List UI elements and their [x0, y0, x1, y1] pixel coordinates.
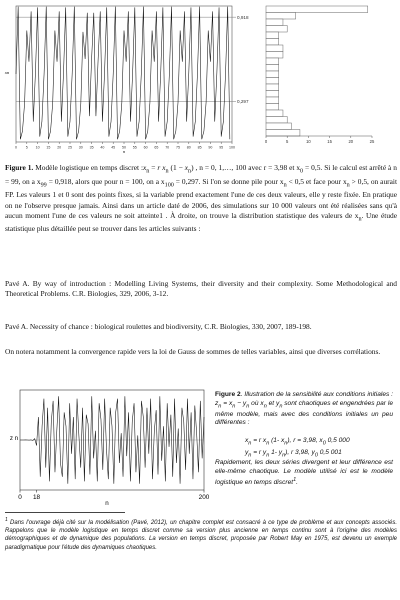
histogram-bar [266, 52, 283, 59]
x-tick-label: 0 [15, 145, 17, 150]
divergence-chart [6, 384, 211, 506]
x-tick-label: 40 [100, 145, 105, 150]
histogram-bar [266, 123, 291, 130]
histogram-bar [266, 104, 279, 111]
x-tick-label: 50 [122, 145, 126, 150]
histogram-bar [266, 45, 283, 52]
x-tick-label: 100 [229, 145, 235, 150]
x-tick-label: 10 [35, 145, 40, 150]
equation-x: $x_n = r$ $x_n$ (1- $x_n$), r = 3,98, $x_0$ 0,5 000 [245, 437, 350, 447]
histogram-bar [266, 39, 279, 46]
reference-2: Pavé A. Necessity of chance : biological roulettes and biodiversity, C.R. Biologies, 330, 2007, 189-198. [5, 322, 312, 331]
histogram-bar [266, 32, 279, 39]
convergence-paragraph: On notera notamment la convergence rapide vers la loi de Gauss de sommes de telles variables, ainsi que diverses corrélations. [5, 347, 381, 356]
x-tick-label: 75 [176, 145, 180, 150]
x-tick-label: 20 [57, 145, 62, 150]
x-tick-label: 70 [165, 145, 170, 150]
logistic-series-line [16, 7, 230, 140]
x-tick-label: 30 [78, 145, 83, 150]
x-tick-label: 20 [348, 139, 354, 144]
histogram-bar [266, 65, 279, 72]
x-tick-label: 5 [286, 139, 289, 144]
x-tick-label: 0 [18, 494, 22, 501]
histogram-bar [266, 78, 279, 85]
x-tick-label: 200 [198, 494, 210, 501]
x-axis-label: n [122, 149, 126, 154]
histogram-bar [266, 26, 287, 33]
x-axis-label: n [105, 500, 109, 507]
x-tick-label: 15 [46, 145, 51, 150]
x-tick-label: 0 [264, 139, 268, 144]
figure2-caption-continued: Rapidement, les deux séries divergent et leur différence est elle-même chaotique. Le modèle utilisé ici est le modèle logistique en temps discret$^1$. [215, 459, 393, 487]
x-tick-label: 90 [208, 145, 213, 150]
x-tick-label: 25 [369, 139, 375, 144]
histogram-bar [266, 13, 296, 20]
histogram-bar [266, 110, 283, 117]
histogram-bar [266, 130, 300, 137]
histogram-bar [266, 117, 287, 124]
value-distribution-histogram [262, 0, 396, 150]
histogram-bar [266, 84, 279, 91]
equation-y: $y_n = r$ $y_n$ 1- $y_n$), r 3,98, $y_0$ 0,5 001 [245, 449, 342, 459]
footnote: $^1$ Dans l'ouvrage déjà cité sur la modélisation (Pavé, 2012), un chapitre complet est consacré à ce type de problème et aux concepts associés. Rappelons que le modèle logistique en temps discret comme sa version plus ancienne en temps continu sont à l'origine des modèles démographiques et de dynamique des populations. La version en temps discret, proposée par Robert May en 1975, est devenu un exemple paradigmatique pour l'étude des dynamiques chaotiques. [5, 517, 397, 551]
x-tick-label: 18 [33, 494, 41, 501]
histogram-bar [266, 71, 279, 78]
histogram-bar [266, 97, 279, 104]
logistic-time-series-chart [0, 0, 262, 154]
x-tick-label: 80 [186, 145, 191, 150]
x-tick-label: 25 [68, 145, 72, 150]
x-tick-label: 60 [143, 145, 148, 150]
reference-1: Pavé A. By way of introduction : Modelling Living Systems, their diversity and their complexity. Some Methodological and Theoretical Problems. C.R. Biologies, 329, 2006, 3-12. [5, 279, 397, 299]
histogram-bar [266, 91, 279, 98]
histogram-bar [266, 6, 368, 13]
x-tick-label: 95 [219, 145, 224, 150]
x-tick-label: 85 [197, 145, 202, 150]
figure1-caption: Figure 1. Modèle logistique en temps discret $:x_n = r$ $x_n$ $(1 - x_n)$ , n = 0, 1,…, 100 avec r = 3,98 et $x_0 = 0,5$. Si le calcul est arrêté à n = 99, on a $x_{99} = 0,918$, alors que pour n = 100, on a $x_{100} = 0,297$. Si l'on se donne pile pour $x_n < 0,5$ et face pour $x_n > 0,5$, on aurait FP. Les valeurs 1 et 0 sont des points fixes, si la variable prend exactement l'une de ces deux valeurs, elle y reste fixée. En pratique on ne l'observe presque jamais. Ainsi dans un article daté de 2006, des simulations sur 10 000 valeurs ont été réalisées sans qu'à aucun moment l'une de ces valeurs ne soit atteinte1 . À droite, on trouve la distribution statistique des valeurs de $x_n$. Une étude statistique plus détaillée peut se trouver dans les articles suivants : [5, 163, 397, 234]
x-tick-label: 65 [154, 145, 159, 150]
x-tick-label: 35 [89, 145, 94, 150]
figure2-caption: Figure 2. Illustration de la sensibilité aux conditions initiales : $z_n = x_n - y_n$ où $x_n$ et $y_n$ sont chaotiques et engendrées par le même modèle, mais avec des conditions initiales un peu différentes : [215, 391, 393, 427]
footnote-separator [5, 512, 125, 513]
x-tick-label: 5 [25, 145, 28, 150]
histogram-bar [266, 19, 283, 26]
histogram-bar [266, 58, 279, 65]
y-axis-label: xn [4, 70, 10, 75]
x-tick-label: 55 [132, 145, 137, 150]
plot-frame [16, 6, 232, 142]
reference-label: 0,297 [237, 99, 249, 105]
y-axis-label: z n [9, 435, 19, 442]
reference-label: 0,918 [237, 14, 249, 20]
x-tick-label: 45 [111, 145, 116, 150]
x-tick-label: 15 [327, 139, 332, 144]
x-tick-label: 10 [306, 139, 311, 144]
